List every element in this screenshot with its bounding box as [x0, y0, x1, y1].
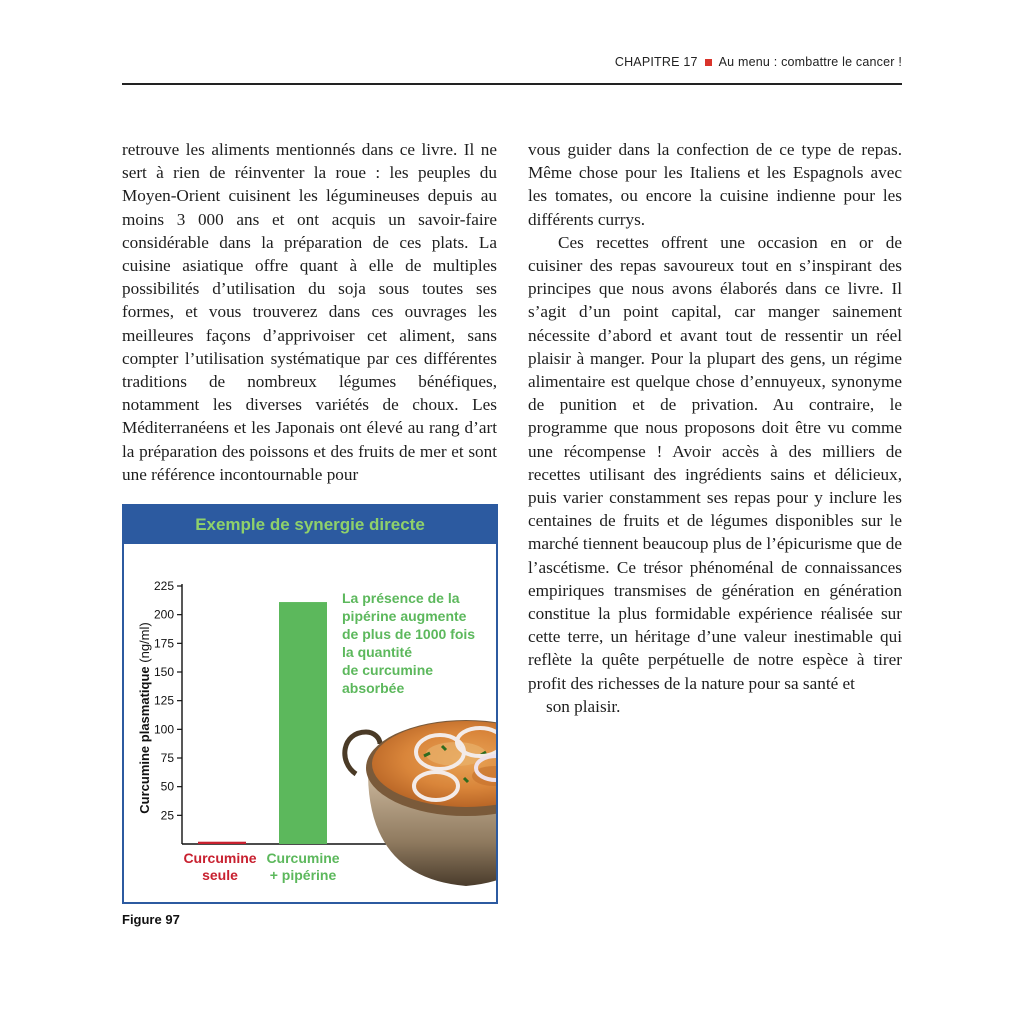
bar-chart [124, 506, 496, 902]
right-column [528, 138, 902, 718]
y-tick-label: 25 [160, 808, 174, 823]
chapter-number: CHAPITRE 17 [614, 55, 698, 69]
y-tick-label: 100 [153, 722, 174, 737]
y-axis-label-unit: (ng/ml) [137, 622, 152, 663]
y-tick-label: 125 [153, 693, 174, 708]
right-paragraph-2-end: son plaisir. [546, 696, 621, 716]
left-column [122, 138, 497, 486]
chart-annotation [342, 589, 492, 697]
y-tick-label: 225 [153, 579, 174, 593]
category-label-curcumine-seule [180, 850, 260, 884]
y-axis-label-title: Curcumine plasmatique [137, 666, 152, 814]
figure-caption: Figure 97 [122, 912, 180, 927]
y-tick-label: 150 [153, 665, 174, 679]
annotation-line: la quantité [342, 644, 413, 660]
annotation-line: de plus de 1000 fois [342, 626, 476, 642]
square-bullet-icon [705, 59, 712, 66]
category-label-line: seule [202, 867, 238, 883]
y-tick-label: 175 [153, 636, 174, 651]
bar-curcumine-piperine [279, 602, 327, 844]
category-label-curcumine-piperine [262, 850, 344, 884]
running-head [122, 55, 902, 77]
annotation-line: de curcumine [342, 662, 434, 678]
right-paragraph-2: Ces recettes offrent une occasion en or de cuisiner des repas savoureux tout en s’inspirant des principes que nous avons élaborés dans ce livre. Il s’agit d’un point capital, car manger sainement nécessite d’abord et avant tout de ressentir un réel plaisir à manger. Pour la plupart des gens, un régime alimentaire est quelque chose d’ennuyeux, synonyme de punition et de privation. Au contraire, le programme que nous proposons doit être vu comme une récompense ! Avoir accès à des milliers de recettes utilisant des ingrédients sains et délicieux, puis varier constamment ses repas pour y inclure les centaines de fruits et de légumes disponibles sur le marché tiennent beaucoup plus de l’épicurisme que de l’ascétisme. Ce trésor phénoménal de connaissances empiriques transmises de génération en génération constitue la plus formidable expérience réalisée sur cette terre, un héritage d’une valeur inestimable qui reflète la quête perpétuelle de notre espèce à tirer profit des richesses de la nature pour sa santé et [528, 232, 902, 693]
y-tick-label: 75 [160, 751, 174, 765]
chart-title: Exemple de synergie directe [124, 506, 496, 544]
annotation-line: absorbée [342, 680, 405, 696]
annotation-line: pipérine augmente [342, 608, 467, 624]
y-tick-label: 50 [160, 779, 174, 794]
category-label-line: Curcumine [183, 850, 257, 866]
curry-bowl-icon [345, 720, 496, 886]
bar-curcumine-seule [198, 842, 246, 844]
category-label-line: Curcumine [266, 850, 340, 866]
header-rule [122, 83, 902, 85]
right-paragraph-1: vous guider dans la confection de ce type de repas. Même chose pour les Italiens et les Espagnols avec les tomates, ou encore la cuisine indienne pour les différents currys. [528, 140, 902, 229]
y-axis-label [137, 618, 155, 818]
left-paragraph: retrouve les aliments mentionnés dans ce livre. Il ne sert à rien de réinventer la roue : les peuples du Moyen-Orient cuisinent les légumineuses depuis au moins 3 000 ans et ont acquis un savoir-faire considérable dans la préparation de ces plats. La cuisine asiatique offre quant à elle de multiples possibilités d’utilisation du soja sous toutes ses formes, et vous trouverez dans ces ouvrages les meilleures façons d’apprivoiser cet aliment, sans compter l’utilisation systématique par ces différentes traditions de nombreux légumes bénéfiques, notamment les diverses variétés de choux. Les Méditerranéens et les Japonais ont élevé au rang d’art la préparation des poissons et des fruits de mer et sont une référence incontournable pour [122, 140, 497, 484]
y-tick-label: 200 [153, 607, 174, 622]
category-label-line: + pipérine [269, 867, 337, 883]
figure-box [122, 504, 498, 904]
chapter-title: Au menu : combattre le cancer ! [718, 55, 902, 69]
annotation-line: La présence de la [342, 590, 460, 606]
